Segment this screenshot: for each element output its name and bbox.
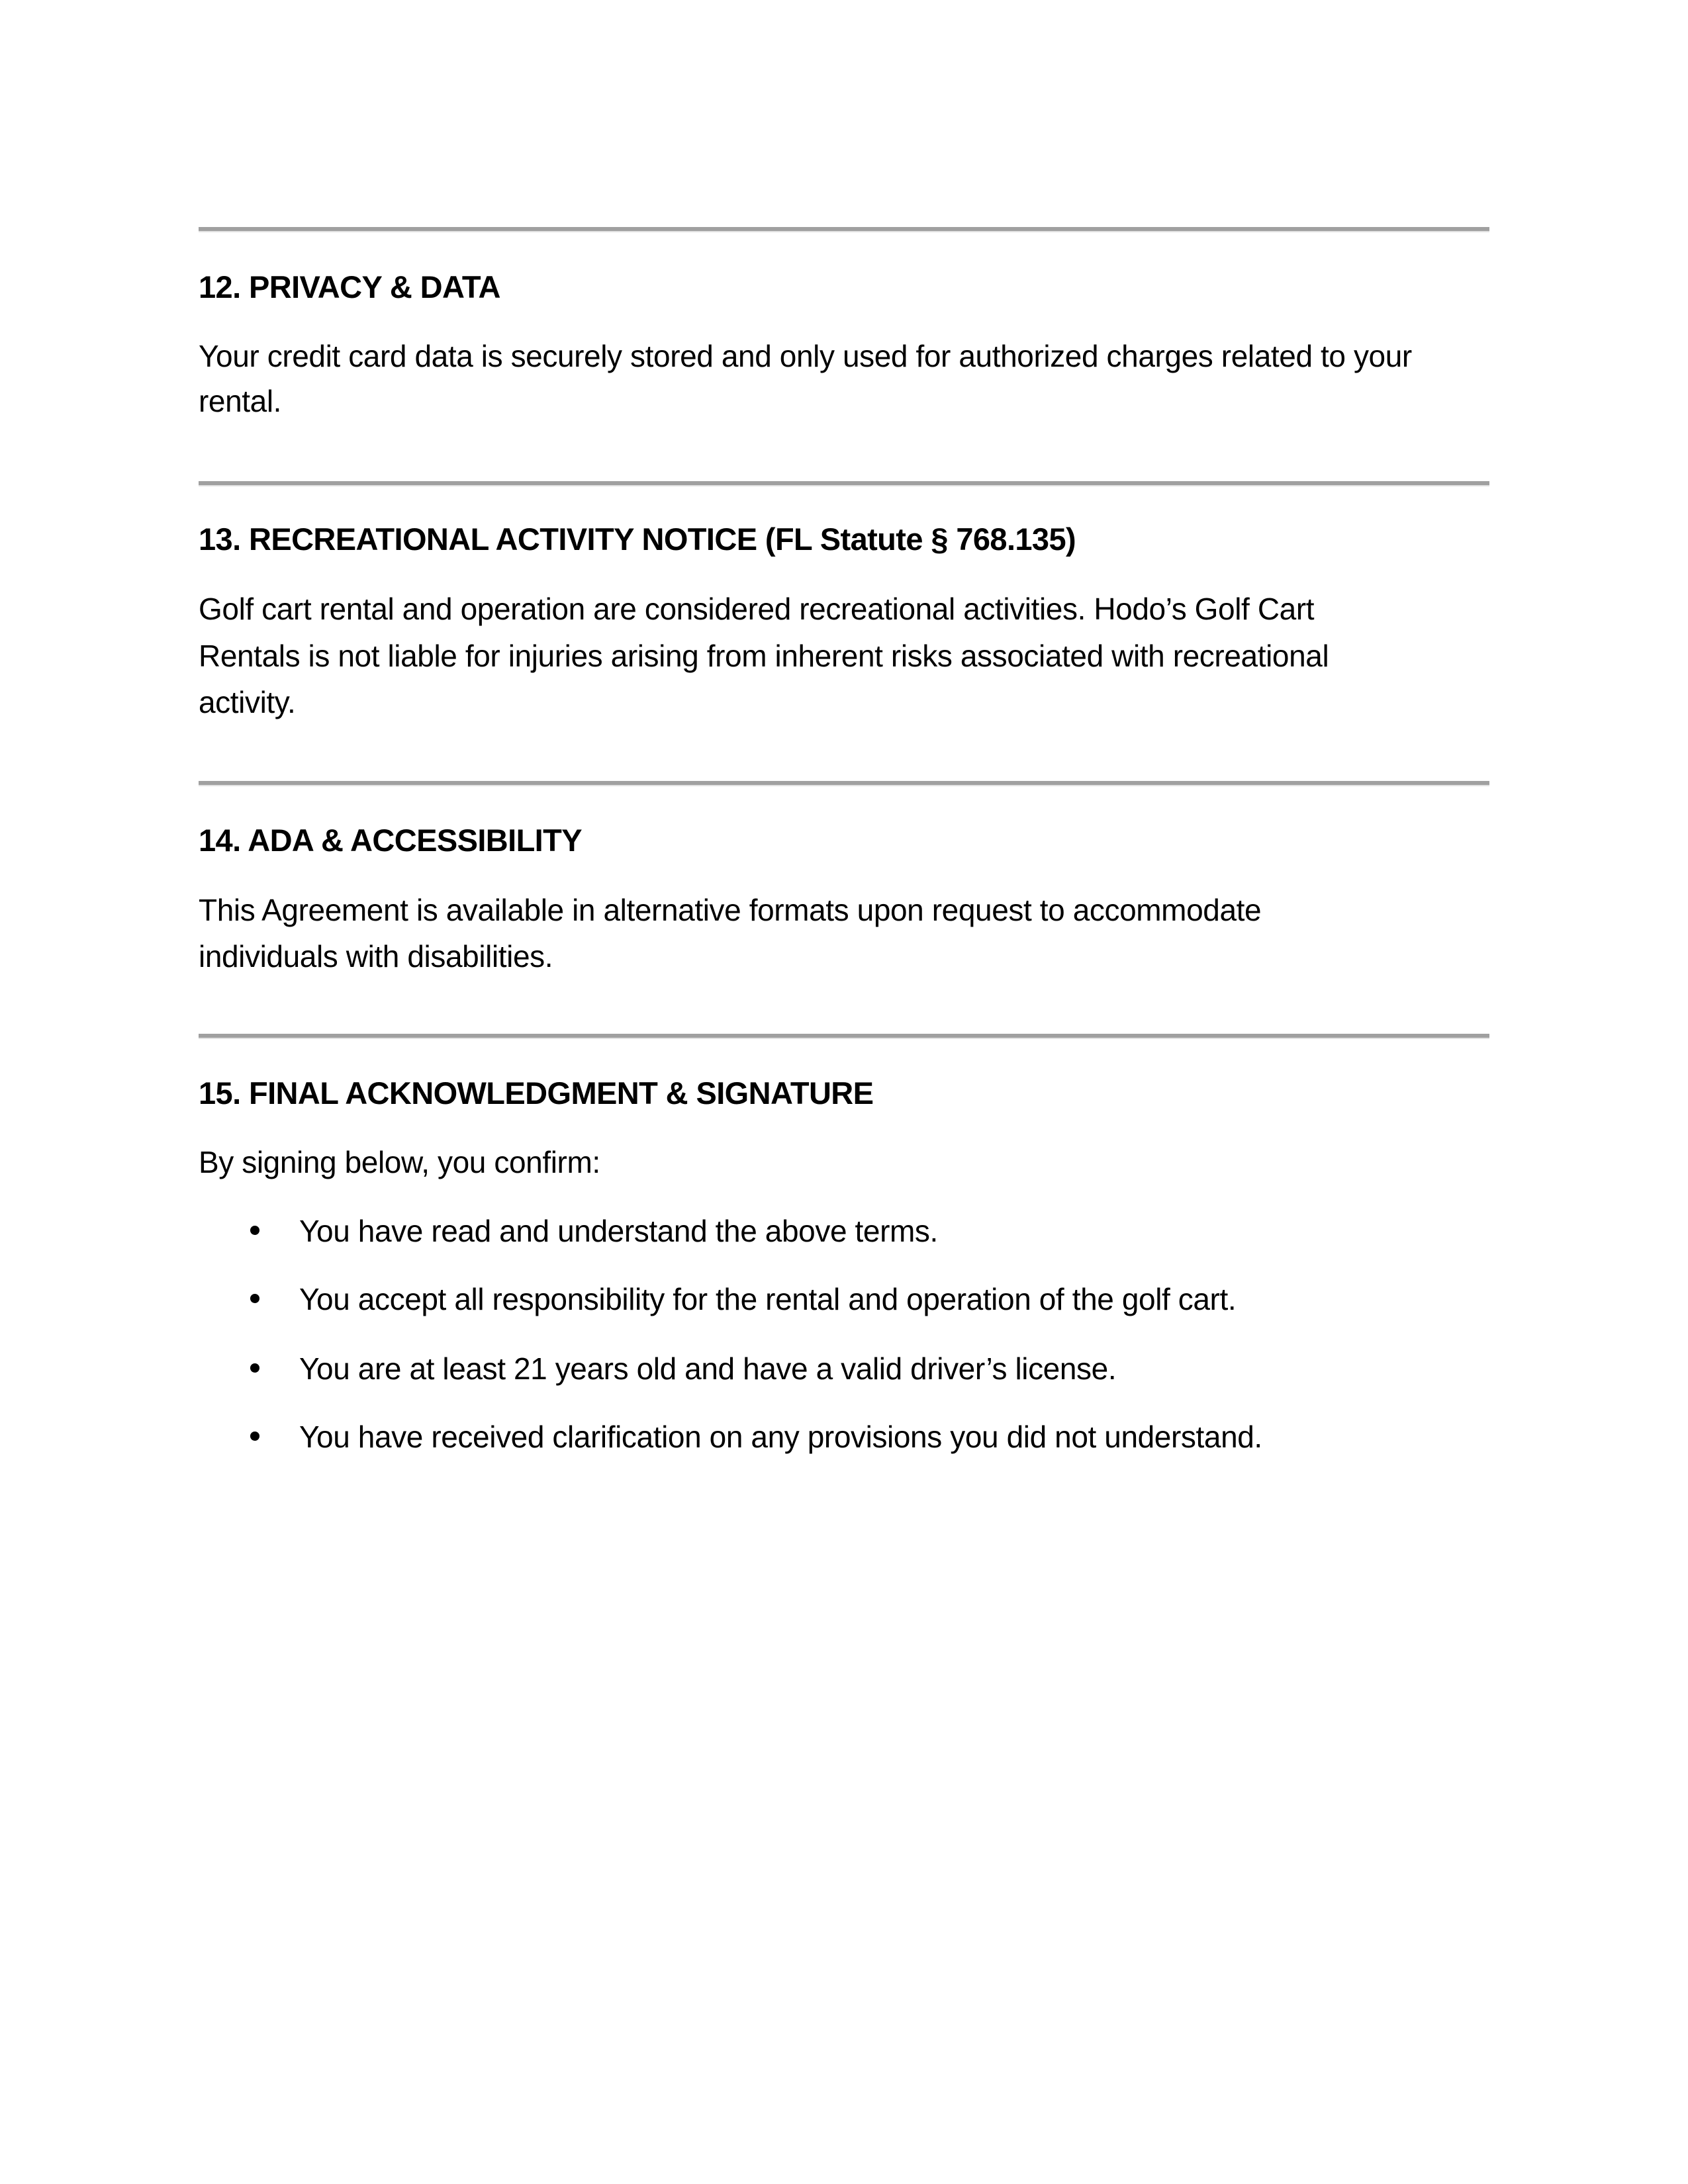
list-item: You accept all responsibility for the rental and operation of the golf cart. (299, 1282, 1237, 1316)
section-heading-privacy: 12. PRIVACY & DATA (199, 269, 500, 304)
section-body-line: individuals with disabilities. (199, 939, 553, 974)
bullet-icon (250, 1432, 259, 1441)
section-heading-ada: 14. ADA & ACCESSIBILITY (199, 823, 583, 858)
section-divider (199, 481, 1489, 486)
bullet-icon (250, 1226, 259, 1235)
section-heading-recreational: 13. RECREATIONAL ACTIVITY NOTICE (FL Statute § 768.135) (199, 522, 1076, 557)
section-heading-final-acknowledgment: 15. FINAL ACKNOWLEDGMENT & SIGNATURE (199, 1075, 874, 1111)
section-body-line: Your credit card data is securely stored and only used for authorized charges related to your (199, 339, 1412, 373)
section-divider (199, 227, 1489, 232)
section-body-line: Golf cart rental and operation are considered recreational activities. Hodo’s Golf Cart (199, 592, 1315, 626)
section-body-line: This Agreement is available in alternative formats upon request to accommodate (199, 893, 1262, 927)
bullet-icon (250, 1363, 259, 1373)
list-item: You are at least 21 years old and have a valid driver’s license. (299, 1351, 1117, 1386)
section-divider (199, 781, 1489, 786)
bullet-icon (250, 1294, 259, 1303)
section-body-line: rental. (199, 384, 282, 418)
section-divider (199, 1034, 1489, 1039)
list-item: You have read and understand the above terms. (299, 1214, 938, 1248)
section-body-line: activity. (199, 685, 296, 719)
section-body-line: Rentals is not liable for injuries arising from inherent risks associated with recreational (199, 639, 1329, 673)
list-item: You have received clarification on any provisions you did not understand. (299, 1420, 1262, 1454)
section-body-line: By signing below, you confirm: (199, 1145, 600, 1179)
